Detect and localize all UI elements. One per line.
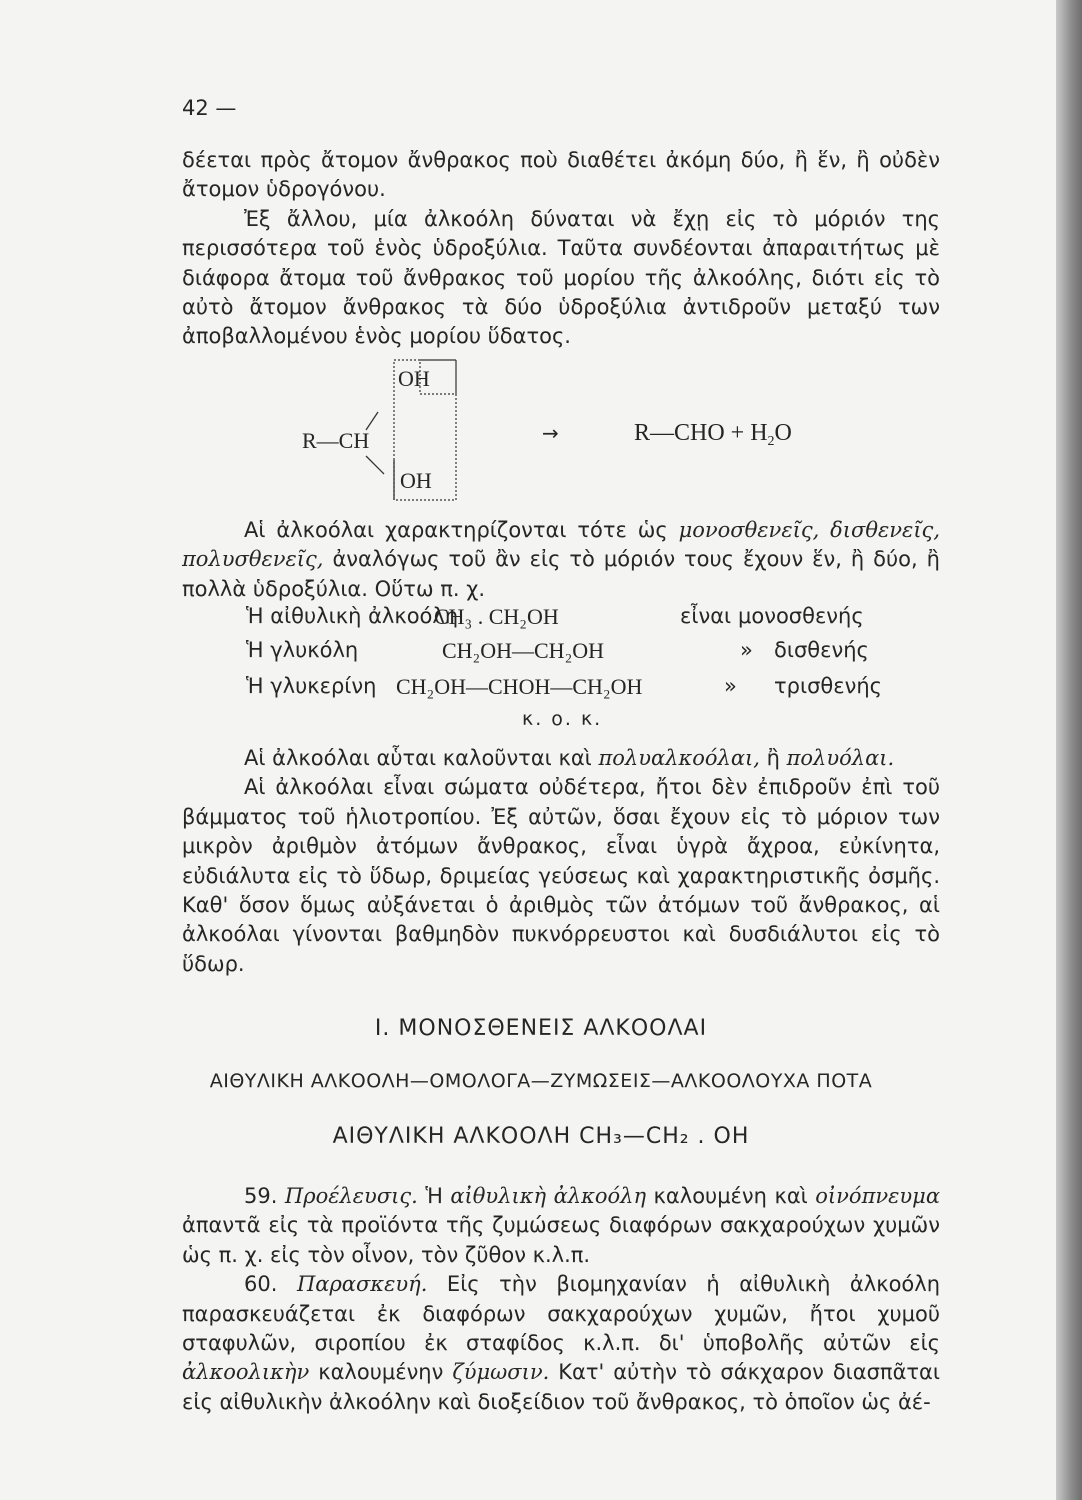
example-formula: CH₂OH—CHOH—CH₂OH: [396, 674, 643, 699]
example-verb: »: [740, 638, 753, 662]
para60-italic-2: ζύμωσιν.: [452, 1360, 550, 1385]
para59-title: Προέλευσις.: [284, 1184, 418, 1208]
example-row: [246, 638, 946, 668]
example-name: Ἡ αἰθυλικὴ ἀλκοόλη: [246, 604, 459, 628]
para60-text-c: Κατ' αὐτὴν τὸ σάκχαρον διασπᾶται εἰς αἰθυλικὴν ἀλκοόλην καὶ διοξείδιον τοῦ ἄνθρακος, τὸ ὁποῖον ὡς ἀέ-: [182, 1360, 940, 1414]
para59-text-b: καλουμένη καὶ: [646, 1184, 816, 1208]
oh-bottom-label: OH: [400, 468, 432, 493]
etc-label: κ. ο. κ.: [522, 708, 603, 730]
text-block-top: [182, 146, 940, 352]
para60-text-a: Εἰς τὴν βιομηχανίαν ἡ αἰθυλικὴ ἀλκοόλη παρασκευάζεται ἐκ διαφόρων σακχαρούχων χυμῶν, ἤτοι χυμοῦ σταφυλῶν, σιροπίου ἐκ σταφίδος κ.λ.π. δι' ὑποβολῆς αὐτῶν εἰς: [182, 1272, 940, 1356]
text-block-ethanol: [182, 1182, 940, 1417]
para59-italic-2: οἰνόπνευμα: [815, 1184, 940, 1208]
intro-paragraph: δέεται πρὸς ἄτομον ἄνθρακος ποὺ διαθέτει ἀκόμη δύο, ἢ ἕν, ἢ οὐδὲν ἄτομον ὑδρογόνου.: [182, 148, 940, 202]
paragraph-hydroxyls: Ἐξ ἄλλου, μία ἀλκοόλη δύναται νὰ ἔχῃ εἰς τὸ μόριόν της περισσότερα τοῦ ἑνὸς ὑδροξύλια. Ταῦτα συνδέονται ἀπαραιτήτως μὲ διάφορα ἄτομα τοῦ ἄνθρακος τοῦ μορίου τῆς ἀλκοόλης, διότι εἰς τὸ αὐτὸ ἄτομον ἄνθρακος τὰ δύο ὑδροξύλια ἀντιδροῦν μεταξύ των ἀποβαλλομένου ἑνὸς μορίου ὕδατος.: [182, 206, 940, 349]
para59-number: 59.: [244, 1184, 285, 1208]
para60-italic-1: ἀλκοολικὴν: [182, 1360, 310, 1385]
r-ch-label: R—CH: [302, 428, 370, 453]
para60-number: 60.: [244, 1272, 297, 1297]
example-verb: »: [724, 674, 737, 698]
example-verb: εἶναι: [680, 604, 732, 628]
topic-heading: ΑΙΘΥΛΙΚΗ ΑΛΚΟΟΛΗ CH₃—CH₂ . OH: [332, 1124, 750, 1149]
example-type: μονοσθενής: [738, 604, 864, 628]
paragraph-59-origin: [182, 1182, 940, 1270]
paragraph-classification: [182, 516, 940, 604]
para59-italic-1: αἰθυλικὴ ἀλκοόλη: [450, 1184, 647, 1208]
example-row: [246, 604, 946, 634]
example-formula: CH₂OH—CH₂OH: [442, 638, 605, 663]
bond-down: [366, 456, 384, 474]
para59-text-a: Ἡ: [417, 1184, 451, 1208]
subsection-heading: ΑΙΘΥΛΙΚΗ ΑΛΚΟΟΛΗ—ΟΜΟΛΟΓΑ—ΖΥΜΩΣΕΙΣ—ΑΛΚΟΟΛΟΥΧΑ ΠΟΤΑ: [209, 1070, 873, 1092]
paragraph-properties: Αἱ ἀλκοόλαι εἶναι σώματα οὐδέτερα, ἤτοι δὲν ἐπιδροῦν ἐπὶ τοῦ βάμματος τοῦ ἡλιοτροπίου. Ἐξ αὐτῶν, ὅσαι ἔχουν εἰς τὸ μόριον των μικρὸν ἀριθμὸν ἀτόμων ἄνθρακος, εἶναι ὑγρὰ ἄχροα, εὐκίνητα, εὐδιάλυτα εἰς τὸ ὕδωρ, δριμείας γεύσεως καὶ χαρακτηριστικῆς ὀσμῆς. Καθ' ὅσον ὅμως αὐξάνεται ὁ ἀριθμὸς τῶν ἀτόμων τοῦ ἄνθρακος, αἱ ἀλκοόλαι γίνονται βαθμηδὸν πυκνόρρευστοι καὶ δυσδιάλυτοι εἰς τὸ ὕδωρ.: [182, 775, 940, 976]
para59-text-c: ἀπαντᾶ εἰς τὰ προϊόντα τῆς ζυμώσεως διαφόρων σακχαρούχων χυμῶν ὡς π. χ. εἰς τὸν οἶνον, τὸν ζῦθον κ.λ.π.: [182, 1213, 940, 1267]
para3-text-start: Αἱ ἀλκοόλαι αὗται καλοῦνται καὶ: [244, 746, 599, 770]
para60-text-b: καλουμένην: [309, 1360, 453, 1385]
para2-text-end: ἀναλόγως τοῦ ἂν εἰς τὸ μόριόν τους ἔχουν ἕν, ἢ δύο, ἢ πολλὰ ὑδροξύλια. Οὕτω π. χ.: [182, 547, 940, 601]
page-edge-shadow: [1056, 0, 1082, 1500]
example-row: [246, 674, 946, 704]
para60-title: Παρασκευή.: [296, 1272, 428, 1297]
product-end: O: [774, 420, 792, 446]
reaction-arrow: →: [542, 421, 559, 445]
para2-italic-terms: μονοσθενεῖς, δισθενεῖς, πολυσθενεῖς,: [182, 518, 940, 572]
example-type: τρισθενής: [774, 674, 882, 698]
para3-italic-1: πολυαλκοόλαι,: [598, 746, 760, 770]
text-block-classification: [182, 516, 940, 604]
para3-italic-2: πολυόλαι.: [786, 746, 895, 770]
dehydration-diagram: [296, 356, 856, 506]
text-block-properties: [182, 744, 940, 979]
reaction-product: [634, 420, 792, 449]
page-number: 42 —: [182, 96, 237, 120]
para2-text-start: Αἱ ἀλκοόλαι χαρακτηρίζονται τότε ὡς: [244, 518, 679, 542]
oh-top-label: OH: [398, 366, 430, 391]
product-subscript: 2: [767, 434, 775, 449]
para3-text-mid: ἢ: [759, 746, 787, 770]
example-formula: CH₃ . CH₂OH: [434, 604, 559, 629]
paragraph-polyalcohols: [182, 744, 940, 773]
example-name: Ἡ γλυκόλη: [246, 638, 359, 662]
section-heading: I. ΜΟΝΟΣΘΕΝΕΙΣ ΑΛΚΟΟΛΑΙ: [374, 1016, 708, 1041]
example-name: Ἡ γλυκερίνη: [246, 674, 377, 698]
example-type: δισθενής: [774, 638, 869, 662]
product-main: R—CHO + H: [634, 420, 768, 446]
paragraph-60-preparation: [182, 1270, 940, 1417]
